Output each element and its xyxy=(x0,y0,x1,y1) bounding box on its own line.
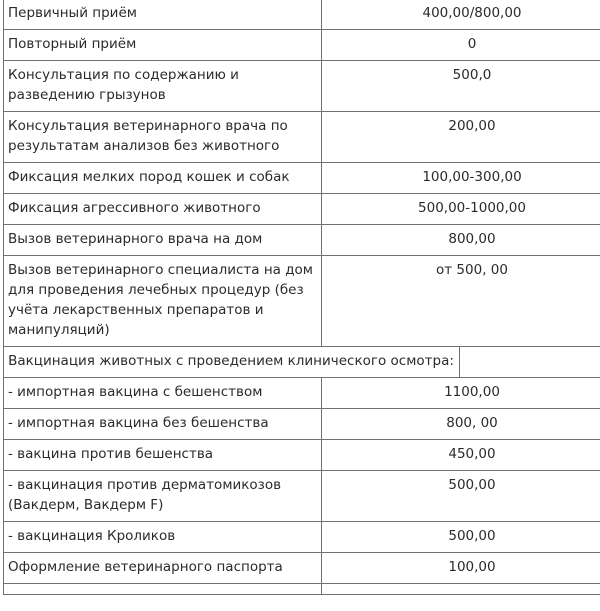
service-price: 800,00 xyxy=(322,225,600,256)
table-row xyxy=(4,553,600,584)
service-price: 100,00 xyxy=(322,553,600,584)
table-row xyxy=(4,522,600,553)
table-row xyxy=(4,194,600,225)
service-name: - вакцинация Кроликов xyxy=(4,522,322,553)
service-price: 400,00/800,00 xyxy=(322,0,600,30)
table-row xyxy=(4,409,600,440)
service-price: 450,00 xyxy=(322,440,600,471)
service-name: Консультация ветеринарного врача по результатам анализов без животного xyxy=(4,112,322,163)
service-name: - импортная вакцина без бешенства xyxy=(4,409,322,440)
service-price: 500,00-1000,00 xyxy=(322,194,600,225)
service-price: 1100,00 xyxy=(322,378,600,409)
table-row xyxy=(4,61,600,112)
empty-cell xyxy=(4,584,322,595)
service-price: от 500, 00 xyxy=(322,256,600,347)
table-row xyxy=(4,471,600,522)
service-name: - вакцина против бешенства xyxy=(4,440,322,471)
service-price: 200,00 xyxy=(322,112,600,163)
service-name: - импортная вакцина с бешенством xyxy=(4,378,322,409)
service-name: Оформление ветеринарного паспорта xyxy=(4,553,322,584)
table-row xyxy=(4,440,600,471)
table-row xyxy=(4,30,600,61)
table-row xyxy=(4,256,600,347)
service-name: Вызов ветеринарного специалиста на дом для проведения лечебных процедур (без учёта лекарственных препаратов и манипуляций) xyxy=(4,256,322,347)
empty-cell xyxy=(460,347,600,378)
table-row xyxy=(4,225,600,256)
service-price: 800, 00 xyxy=(322,409,600,440)
table-row xyxy=(4,112,600,163)
price-table xyxy=(3,0,600,595)
section-row xyxy=(4,347,600,378)
table-row xyxy=(4,0,600,30)
table-row xyxy=(4,378,600,409)
service-name: Фиксация агрессивного животного xyxy=(4,194,322,225)
empty-cell xyxy=(322,584,600,595)
service-name: Фиксация мелких пород кошек и собак xyxy=(4,163,322,194)
service-price: 100,00-300,00 xyxy=(322,163,600,194)
service-name: Первичный приём xyxy=(4,0,322,30)
service-price: 500,00 xyxy=(322,522,600,553)
service-price: 0 xyxy=(322,30,600,61)
section-title: Вакцинация животных с проведением клинического осмотра: xyxy=(4,347,460,378)
service-price: 500,00 xyxy=(322,471,600,522)
service-name: Консультация по содержанию и разведению грызунов xyxy=(4,61,322,112)
table-row xyxy=(4,163,600,194)
service-name: Повторный приём xyxy=(4,30,322,61)
service-price: 500,0 xyxy=(322,61,600,112)
service-name: Вызов ветеринарного врача на дом xyxy=(4,225,322,256)
service-name: - вакцинация против дерматомикозов (Вакдерм, Вакдерм F) xyxy=(4,471,322,522)
table-row xyxy=(4,584,600,595)
